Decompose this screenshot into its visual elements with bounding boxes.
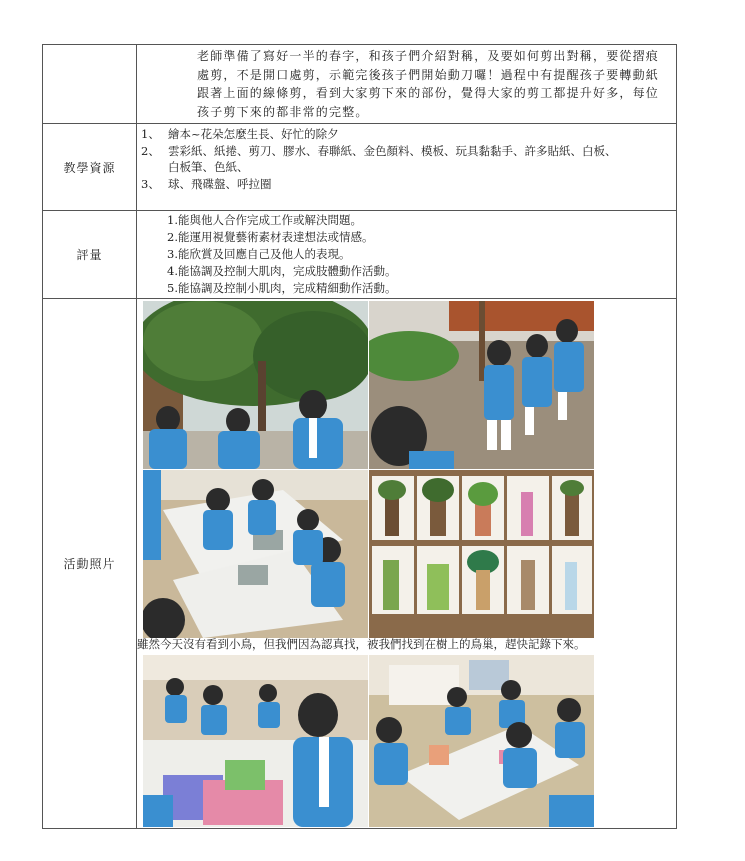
resource-text: 球、飛碟盤、呼拉圈 <box>168 176 272 191</box>
evaluation-label: 評量 <box>43 211 137 299</box>
evaluation-row <box>43 211 677 299</box>
intro-label-cell <box>43 45 137 124</box>
resource-number: 1、 <box>141 127 160 141</box>
intro-row <box>43 45 677 124</box>
photos-label: 活動照片 <box>43 299 137 829</box>
photo-caption: 雖然今天沒有看到小鳥，但我們因為認真找，被我們找到在樹上的鳥巢，趕快記錄下來。 <box>137 637 586 651</box>
evaluation-item: 4.能協調及控制大肌肉，完成肢體動作活動。 <box>167 264 397 278</box>
resource-number: 2、 <box>141 143 160 158</box>
resource-item <box>141 176 672 193</box>
intro-text: 老師準備了寫好一半的春字，和孩子們介紹對稱，及要如何剪出對稱，要從摺痕處剪，不是開口處剪，示範完後孩子們開始動刀囉！過程中有提醒孩子要轉動紙跟著上面的線條剪，看到大家剪下來的部份，覺得大家的剪工都提升好多，每位孩子剪下來的都非常的完整。 <box>137 45 677 124</box>
lesson-plan-table <box>42 44 677 829</box>
photo-classroom-crafts <box>143 655 368 827</box>
evaluation-item: 1.能與他人合作完成工作或解決問題。 <box>167 213 362 227</box>
resources-row <box>43 124 677 211</box>
resource-text-continued: 白板筆、色紙、 <box>168 160 249 174</box>
evaluation-item: 3.能欣賞及回應自己及他人的表現。 <box>167 247 351 261</box>
resources-content <box>137 124 677 211</box>
photo-children-drawing <box>143 470 368 638</box>
photo-tree-drawings <box>369 470 594 638</box>
photo-children-walking <box>369 301 594 469</box>
evaluation-item: 2.能運用視覺藝術素材表達想法或情感。 <box>167 230 374 244</box>
evaluation-content <box>137 211 677 299</box>
photo-tree-looking-up <box>143 301 368 469</box>
photos-content <box>137 299 677 829</box>
photos-row <box>43 299 677 829</box>
evaluation-item: 5.能協調及控制小肌肉，完成精細動作活動。 <box>167 281 397 295</box>
resource-text: 繪本~花朵怎麼生長、好忙的除夕 <box>168 127 339 141</box>
resource-number: 3、 <box>141 176 160 191</box>
resource-item <box>141 126 672 143</box>
resource-item <box>141 143 672 160</box>
resources-label: 教學資源 <box>43 124 137 211</box>
photo-classroom-tables <box>369 655 594 827</box>
resource-text: 雲彩紙、紙捲、剪刀、膠水、春聯紙、金色顏料、模板、玩具黏黏手、許多貼紙、白板、 <box>168 143 617 158</box>
